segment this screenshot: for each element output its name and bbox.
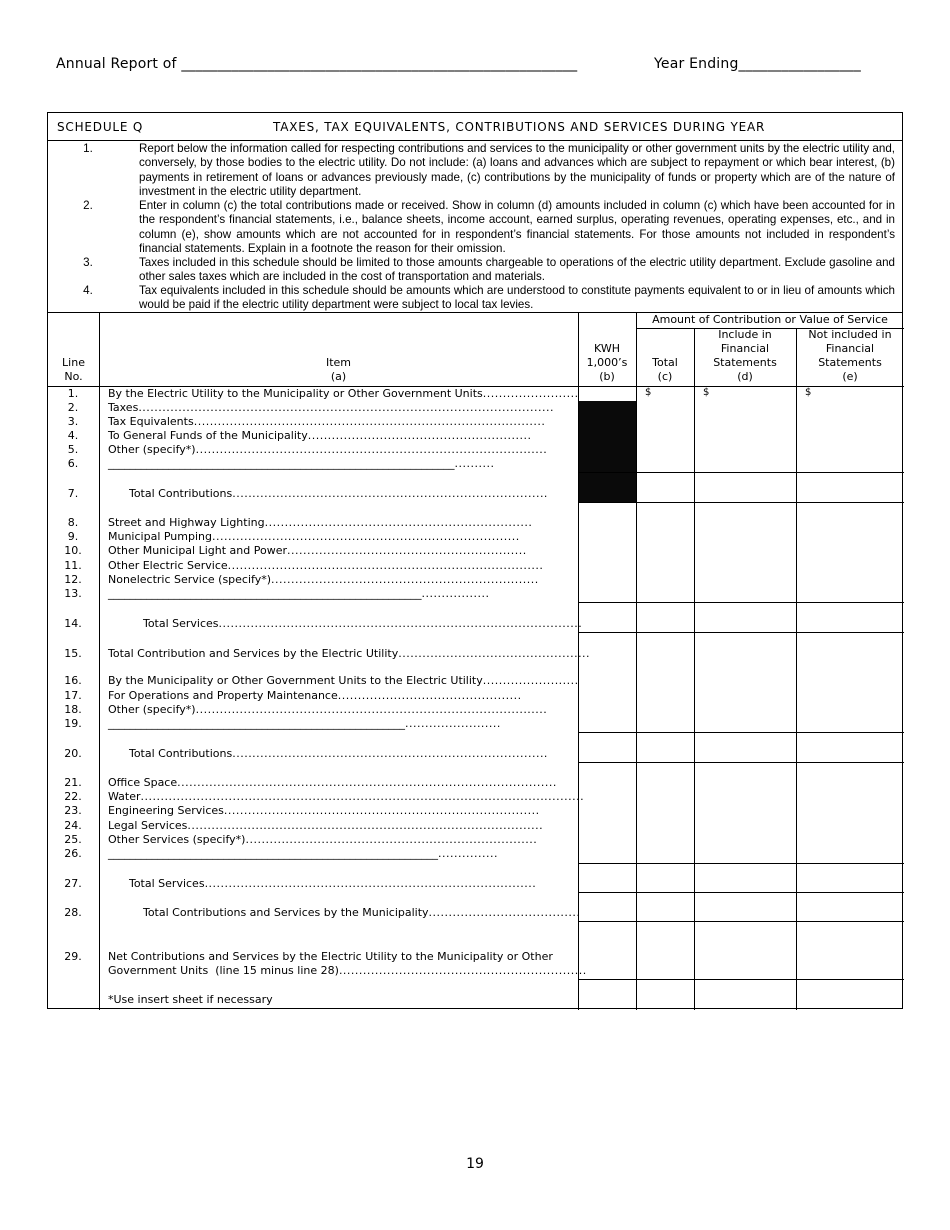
line-number: 6. [67,457,79,470]
schedule-q-form [47,112,903,1009]
leader-dots: ...................................... [428,906,581,919]
schedule-header [48,113,902,141]
divider [636,313,637,1010]
leader-dots: .......... [454,457,495,470]
leader-dots: ............................................................................... [232,487,548,500]
line-item[interactable] [108,401,563,415]
line-number: 25. [64,833,82,846]
line-number: 7. [67,487,79,500]
line-item-label: Other (specify*) [108,703,196,716]
col-header-text: Statements [713,356,777,369]
line-item-label: Taxes [108,401,139,414]
col-header-total [636,356,694,384]
leader-dots: ......................................................................................... [187,819,544,832]
line-item[interactable] [108,457,563,471]
line-number: 13. [64,587,82,600]
divider [578,762,904,763]
line-number: 10. [64,544,82,557]
leader-dots: .............................................. [337,689,522,702]
leader-dots: ................................................ [398,647,591,660]
line-item[interactable] [108,573,563,587]
line-number: 27. [64,877,82,890]
col-header-text: 1,000’s [586,356,628,369]
line-item-label: Municipal Pumping [108,530,212,543]
line-item-label: For Operations and Property Maintenance [108,689,338,702]
leader-dots: ......................................................................... [245,833,538,846]
leader-dots: ................................................................... [271,573,539,586]
line-item-label: Total Contribution and Services by the Electric Utility [108,647,399,660]
leader-dots: ........................ [405,717,501,730]
line-number: 2. [67,401,79,414]
col-header-text: No. [64,370,83,383]
instruction-number: 2. [83,199,93,212]
line-number: 15. [64,647,82,660]
col-header-text: (d) [737,370,753,383]
col-header-text: Financial [720,342,770,355]
divider [578,602,904,603]
divider [578,632,904,633]
line-item[interactable] [108,906,581,920]
line-item[interactable] [108,689,563,703]
annual-report-of-field[interactable]: Annual Report of _______________________________________________________ [56,56,578,72]
line-item-label: To General Funds of the Municipality [108,429,308,442]
col-header-included [694,328,796,384]
line-item[interactable] [108,617,583,631]
leader-dots: ................. [421,587,490,600]
col-header-text: Item [325,356,352,369]
line-item[interactable] [108,847,563,861]
line-item[interactable] [108,587,563,601]
col-header-text: Line [62,356,85,369]
line-number: 24. [64,819,82,832]
instruction-number: 1. [83,142,93,155]
shaded-cell [579,401,636,472]
col-header-amount-group: Amount of Contribution or Value of Service [652,313,888,326]
line-item-label: Office Space [108,776,178,789]
line-item-label: ____________________________________________________________ [108,847,438,860]
line-item[interactable] [108,559,563,573]
line-item-label: Other Electric Service [108,559,228,572]
line-item[interactable] [108,819,563,833]
dollar-sign: $ [805,387,812,398]
line-number: 1. [67,387,79,400]
col-header-line-no [48,356,99,384]
line-item[interactable] [108,950,563,964]
instruction-text: Tax equivalents included in this schedule should be amounts which are understood to constitute payments equivalent to or in lieu of amounts which would be paid if the electric utility department were subject to local tax levies. [139,284,895,312]
line-number: 22. [64,790,82,803]
leader-dots: ............... [438,847,498,860]
line-number: 5. [67,443,79,456]
instruction-text: Report below the information called for respecting contributions and services to the municipality or other government units by the electric utility and, conversely, by those bodies to the electric utility. Do not include: (a) loans and advances which are subject to repayment or which bear interest, (b) payments in retirement of loans or advances previously made, (c) contributions by the municipality of funds or property which are of the nature of investment in the electric utility department. [139,142,895,198]
line-item[interactable] [108,776,563,790]
line-item[interactable] [108,387,579,401]
col-header-item [99,356,578,384]
col-header-text: (b) [599,370,615,383]
col-header-text: (e) [842,370,858,383]
schedule-title: TAXES, TAX EQUIVALENTS, CONTRIBUTIONS AND SERVICES DURING YEAR [273,120,766,134]
line-number: 16. [64,674,82,687]
line-item-label: Total Services [108,617,219,630]
line-number: 19. [64,717,82,730]
leader-dots: ............................................................................................................... [140,790,585,803]
line-item[interactable] [108,530,563,544]
line-item-label: Net Contributions and Services by the Electric Utility to the Municipality or Other [108,950,553,963]
line-item-label: Other Municipal Light and Power [108,544,287,557]
line-number: 18. [64,703,82,716]
leader-dots: ............................................................................. [212,530,520,543]
line-item[interactable] [108,674,579,688]
line-item-label: By the Municipality or Other Government Units to the Electric Utility [108,674,483,687]
line-number: 12. [64,573,82,586]
dollar-sign: $ [645,387,652,398]
line-number: 3. [67,415,79,428]
leader-dots: ............................................................................... [227,559,544,572]
line-item-label: Nonelectric Service (specify*) [108,573,272,586]
line-item-label: Street and Highway Lighting [108,516,265,529]
line-item[interactable] [108,487,563,501]
line-number: 20. [64,747,82,760]
col-header-text: Total [652,356,678,369]
line-number: 21. [64,776,82,789]
line-item-label: Total Contributions [108,487,233,500]
line-number: 28. [64,906,82,919]
line-number: 23. [64,804,82,817]
leader-dots: .............................................................. [338,964,587,977]
leader-dots: ................................................................... [264,516,533,529]
dollar-sign: $ [703,387,710,398]
line-item-label: _______________________________________________________________ [108,457,455,470]
line-item[interactable] [108,833,563,847]
line-item[interactable] [108,429,563,443]
line-item[interactable] [108,415,563,429]
instruction-number: 3. [83,256,93,269]
divider [796,328,797,1010]
line-item[interactable] [108,544,563,558]
line-item[interactable] [108,516,563,530]
instruction-text: Enter in column (c) the total contributions made or received. Show in column (d) amounts included in column (c) which have been accounted for in the respondent’s financial statements, i.e., balance sheets, income account, earned surplus, operating revenues, operating expenses, etc., and in column (e), show amounts which are not accounted for in respondent’s financial statements. For those amounts not included in respondent’s financial statements. Explain in a footnote the reason for their omission. [139,199,895,255]
leader-dots: ............................................................................................... [177,776,557,789]
divider [578,502,904,503]
leader-dots: ........................................................................................... [218,617,583,630]
line-item[interactable] [108,703,563,717]
line-item[interactable] [108,647,591,661]
line-item[interactable] [108,790,585,804]
col-header-text: (c) [657,370,673,383]
leader-dots: ........................ [482,674,579,687]
leader-dots: ............................................................................... [232,747,548,760]
line-item[interactable] [108,717,563,731]
leader-dots: ........................................................ [307,429,532,442]
line-item-label: By the Electric Utility to the Municipality or Other Government Units [108,387,483,400]
line-item-label: ______________________________________________________ [108,717,405,730]
line-number: 8. [67,516,79,529]
line-number: 11. [64,559,82,572]
leader-dots: ................................................................................... [204,877,537,890]
line-item-label: Engineering Services [108,804,224,817]
col-header-text: (a) [330,370,347,383]
line-number: 4. [67,429,79,442]
line-number: 17. [64,689,82,702]
shaded-cell [579,473,636,502]
divider [99,313,100,1010]
schedule-label: SCHEDULE Q [57,120,144,134]
leader-dots: ............................................................................... [223,804,540,817]
line-number: 9. [67,530,79,543]
line-item-label: Water [108,790,141,803]
divider [578,892,904,893]
line-number: 29. [64,950,82,963]
leader-dots: ........................................................................................................ [138,401,554,414]
leader-dots: ........................................................................................ [195,703,548,716]
divider [578,979,904,980]
year-ending-field[interactable]: Year Ending_________________ [654,56,861,72]
instruction-text: Taxes included in this schedule should be limited to those amounts chargeable to operations of the electric utility department. Exclude gasoline and other sales taxes which are included in the cost of transportation and materials. [139,256,895,284]
line-item[interactable] [108,443,563,457]
divider [694,328,695,1010]
line-item-label: Legal Services [108,819,188,832]
col-header-text: Financial [825,342,875,355]
leader-dots: ............................................................ [287,544,527,557]
line-item[interactable] [108,877,563,891]
line-item-label: _________________________________________________________ [108,587,422,600]
line-item-label: Government Units (line 15 minus line 28) [108,964,339,977]
line-item[interactable] [108,747,563,761]
leader-dots: ........................ [482,387,579,400]
divider [578,921,904,922]
line-item[interactable] [108,964,587,978]
instruction-number: 4. [83,284,93,297]
line-item[interactable] [108,804,563,818]
page-number: 19 [466,1156,484,1172]
col-header-text: KWH [594,342,620,355]
leader-dots: ........................................................................................ [195,443,548,456]
col-header-text: Statements [818,356,882,369]
line-item-label: Tax Equivalents [108,415,194,428]
line-item-label: Total Contributions [108,747,233,760]
col-header-kwh [578,342,636,384]
line-item-label: Other (specify*) [108,443,196,456]
line-number: 26. [64,847,82,860]
line-item-label: Total Contributions and Services by the Municipality [108,906,429,919]
divider [578,863,904,864]
col-header-text: Include in [718,328,772,341]
col-header-text: Not included in [808,328,892,341]
line-item-label: Total Services [108,877,205,890]
divider [578,732,904,733]
instructions [48,141,902,313]
line-item-label: Other Services (specify*) [108,833,246,846]
col-header-not-included [796,328,904,384]
footnote: *Use insert sheet if necessary [108,993,273,1006]
leader-dots: ........................................................................................ [193,415,546,428]
line-number: 14. [64,617,82,630]
